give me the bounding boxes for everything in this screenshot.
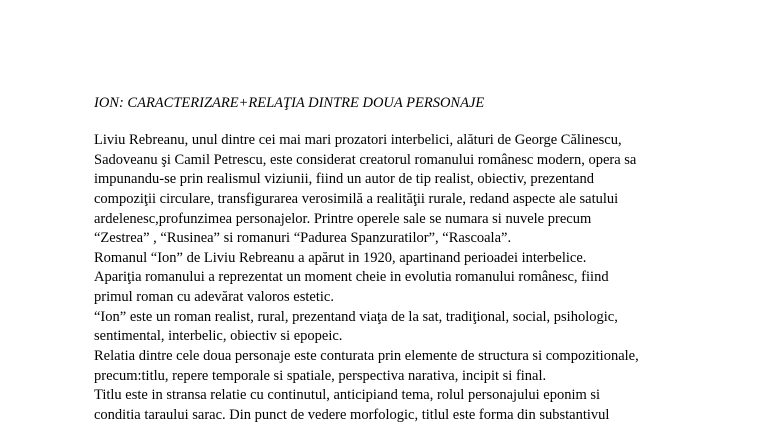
body-line: Liviu Rebreanu, unul dintre cei mai mari prozatori interbelici, alături de George Călinescu, xyxy=(94,132,622,148)
document-body xyxy=(94,131,784,426)
body-line: conditia taraului sarac. Din punct de vedere morfologic, titlul este forma din substantivul xyxy=(94,406,610,423)
body-line: ardelenesc,profunzimea personajelor. Printre operele sale se numara si nuvele precum xyxy=(94,210,592,227)
document-title: ION: CARACTERIZARE+RELAŢIA DINTRE DOUA PERSONAJE xyxy=(94,95,485,111)
body-line: Relatia dintre cele doua personaje este conturata prin elemente de structura si compozitionale, xyxy=(94,348,639,365)
body-line: Titlu este in stransa relatie cu continutul, anticipiand tema, rolul personajului eponim si xyxy=(94,387,601,404)
body-line: precum:titlu, repere temporale si spatiale, perspectiva narativa, incipit si final. xyxy=(94,367,547,384)
body-line: “Zestrea” , “Rusinea” si romanuri “Padurea Spanzuratilor”, “Rascoala”. xyxy=(94,230,512,247)
body-line: impunandu-se prin realismul viziunii, fiind un autor de tip realist, obiectiv, prezentand xyxy=(94,171,594,188)
body-line: Sadoveanu şi Camil Petrescu, este considerat creatorul romanului românesc modern, opera sa xyxy=(94,151,637,168)
body-line: Romanul “Ion” de Liviu Rebreanu a apărut in 1920, apartinand perioadei interbelice. xyxy=(94,249,587,266)
body-line: sentimental, interbelic, obiectiv si epopeic. xyxy=(94,328,343,345)
body-line: compoziţii circulare, transfigurarea verosimilă a realităţii rurale, redand aspecte ale satului xyxy=(94,190,619,207)
body-line: Apariţia romanului a reprezentat un moment cheie in evolutia romanului românesc, fiind xyxy=(94,269,609,286)
body-line: primul roman cu adevărat valoros estetic. xyxy=(94,289,334,306)
body-line: “Ion” este un roman realist, rural, prezentand viaţa de la sat, tradiţional, social, psihologic, xyxy=(94,308,618,325)
